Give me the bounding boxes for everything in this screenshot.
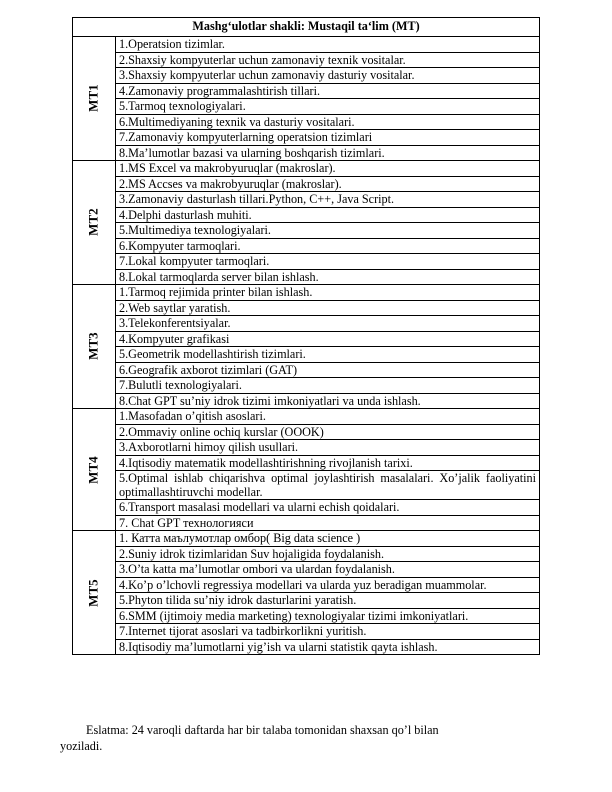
topic-item: 4.Iqtisodiy matematik modellashtirishning rivojlanish tarixi. (116, 455, 540, 471)
table-row (73, 577, 540, 593)
table-title: Mashg‘ulotlar shakli: Mustaqil ta‘lim (MT) (73, 18, 540, 37)
topic-item: 1. Катта маълумотлар омбор( Big data science ) (116, 531, 540, 547)
topic-item: 4.Zamonaviy programmalashtirish tillari. (116, 83, 540, 99)
topic-item: 8.Chat GPT su’niy idrok tizimi imkoniyatlari va unda ishlash. (116, 393, 540, 409)
table-row (73, 331, 540, 347)
table-row (73, 500, 540, 516)
topic-item: 6.SMM (ijtimoiy media marketing) texnologiyalar tizimi imkoniyatlari. (116, 608, 540, 624)
table-row (73, 471, 540, 500)
table-row (73, 254, 540, 270)
table-row (73, 378, 540, 394)
table-row (73, 531, 540, 547)
topic-item: 7.Internet tijorat asoslari va tadbirkorlikni yuritish. (116, 624, 540, 640)
table-row (73, 608, 540, 624)
table-row (73, 409, 540, 425)
topic-item: 8.Lokal tarmoqlarda server bilan ishlash. (116, 269, 540, 285)
table-row (73, 176, 540, 192)
table-row (73, 639, 540, 655)
group-label-cell (73, 285, 116, 409)
topic-item: 7.Bulutli texnologiyalari. (116, 378, 540, 394)
note-text-2: yoziladi. (60, 739, 103, 753)
topic-item: 4.Kompyuter grafikasi (116, 331, 540, 347)
topic-item: 7.Lokal kompyuter tarmoqlari. (116, 254, 540, 270)
group-label-cell (73, 531, 116, 655)
topic-item: 2.Web saytlar yaratish. (116, 300, 540, 316)
table-row (73, 285, 540, 301)
group-label-cell (73, 409, 116, 531)
table-row (73, 455, 540, 471)
table-row (73, 269, 540, 285)
topic-item: 3.O’ta katta ma’lumotlar ombori va ulardan foydalanish. (116, 562, 540, 578)
table-row (73, 192, 540, 208)
topic-item: 6.Kompyuter tarmoqlari. (116, 238, 540, 254)
topic-item: 7.Zamonaviy kompyuterlarning operatsion tizimlari (116, 130, 540, 146)
topic-item: 2.Suniy idrok tizimlaridan Suv hojaligida foydalanish. (116, 546, 540, 562)
group-label: MT5 (85, 579, 101, 607)
table-row (73, 362, 540, 378)
note-text-1: Eslatma: 24 varoqli daftarda har bir talaba tomonidan shaxsan qo’l bilan (86, 723, 439, 737)
document-page (72, 17, 540, 655)
table-row (73, 114, 540, 130)
topic-item: 4.Ko’p o’lchovli regressiya modellari va ularda yuz beradigan muammolar. (116, 577, 540, 593)
group-label: MT4 (85, 455, 101, 484)
table-row (73, 238, 540, 254)
group-label: MT2 (85, 208, 101, 237)
note-line-2 (60, 738, 102, 754)
topic-item: 1.Tarmoq rejimida printer bilan ishlash. (116, 285, 540, 301)
table-row (73, 347, 540, 363)
group-label: MT3 (85, 332, 101, 361)
topic-item: 2.MS Accses va makrobyuruqlar (makroslar). (116, 176, 540, 192)
topic-item: 3.Shaxsiy kompyuterlar uchun zamonaviy dasturiy vositalar. (116, 68, 540, 84)
topic-item: 6.Geografik axborot tizimlari (GAT) (116, 362, 540, 378)
table-row (73, 593, 540, 609)
topic-item: 5.Tarmoq texnologiyalari. (116, 99, 540, 115)
topic-item: 3.Zamonaviy dasturlash tillari.Python, C++, Java Script. (116, 192, 540, 208)
topic-item: 3.Axborotlarni himoy qilish usullari. (116, 440, 540, 456)
table-row (73, 624, 540, 640)
table-row (73, 207, 540, 223)
topic-item: 8.Iqtisodiy ma’lumotlarni yig’ish va ularni statistik qayta ishlash. (116, 639, 540, 655)
group-label-cell (73, 37, 116, 161)
table-row (73, 68, 540, 84)
group-label-cell (73, 161, 116, 285)
table-row (73, 83, 540, 99)
table-row (73, 145, 540, 161)
topic-item: 5.Phyton tilida su’niy idrok dasturlarini yaratish. (116, 593, 540, 609)
table-row (73, 130, 540, 146)
topic-item: 1.Operatsion tizimlar. (116, 37, 540, 53)
topic-item: 6.Multimediyaning texnik va dasturiy vositalari. (116, 114, 540, 130)
topic-item: 5.Geometrik modellashtirish tizimlari. (116, 347, 540, 363)
topic-item: 5.Multimediya texnologiyalari. (116, 223, 540, 239)
table-row (73, 99, 540, 115)
topic-item: 7. Chat GPT технологияси (116, 515, 540, 531)
topic-item: 1.MS Excel va makrobyuruqlar (makroslar). (116, 161, 540, 177)
topic-item: 2.Ommaviy online ochiq kurslar (OOOK) (116, 424, 540, 440)
table-row (73, 300, 540, 316)
table-row (73, 52, 540, 68)
topic-item: 8.Ma’lumotlar bazasi va ularning boshqarish tizimlari. (116, 145, 540, 161)
topic-item: 4.Delphi dasturlash muhiti. (116, 207, 540, 223)
table-row (73, 223, 540, 239)
topic-item: 6.Transport masalasi modellari va ularni echish qoidalari. (116, 500, 540, 516)
table-body (73, 37, 540, 655)
topic-item: 3.Telekonferentsiyalar. (116, 316, 540, 332)
topic-item: 5.Optimal ishlab chiqarishva optimal joylashtirish masalalari. Xo’jalik faoliyatini optimallashtiruvchi modellar. (116, 471, 540, 500)
table-row (73, 161, 540, 177)
note-line-1 (72, 722, 540, 738)
table-row (73, 546, 540, 562)
table-header-row (73, 18, 540, 37)
table-row (73, 393, 540, 409)
table-row (73, 440, 540, 456)
table-row (73, 37, 540, 53)
independent-study-table (72, 17, 540, 655)
group-label: MT1 (85, 84, 101, 113)
topic-item: 2.Shaxsiy kompyuterlar uchun zamonaviy texnik vositalar. (116, 52, 540, 68)
topic-item: 1.Masofadan o’qitish asoslari. (116, 409, 540, 425)
table-row (73, 424, 540, 440)
table-row (73, 316, 540, 332)
table-row (73, 562, 540, 578)
table-row (73, 515, 540, 531)
